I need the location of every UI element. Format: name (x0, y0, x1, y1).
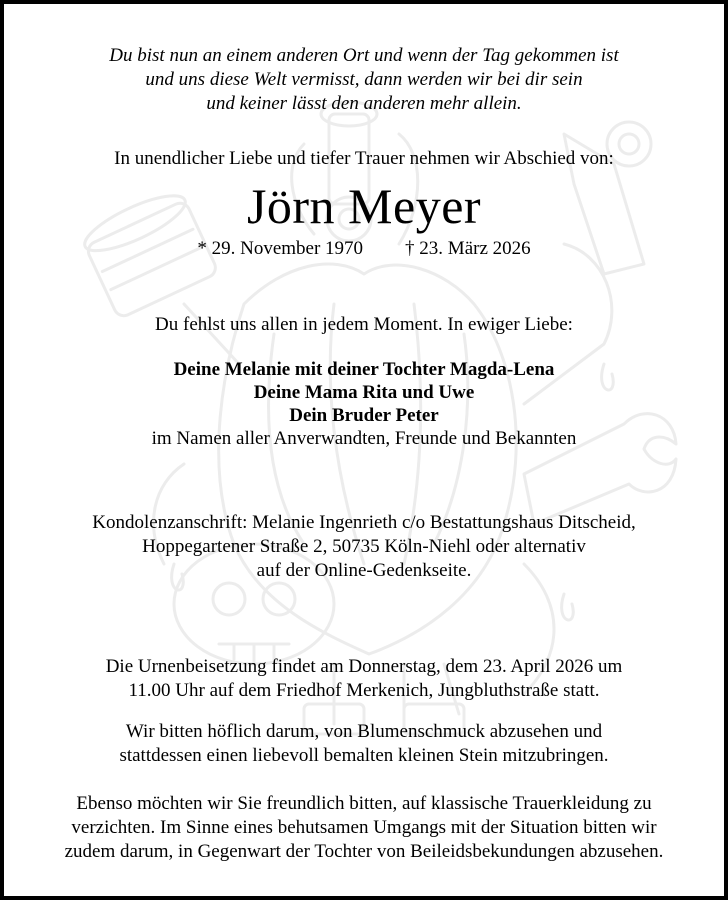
poem-line: und uns diese Welt vermisst, dann werden wir bei dir sein (145, 69, 583, 90)
family-others: im Namen aller Anverwandten, Freunde und Bekannten (151, 428, 577, 449)
deceased-name: Jörn Meyer (246, 178, 482, 234)
burial-line: 11.00 Uhr auf dem Friedhof Merkenich, Jungbluthstraße statt. (128, 680, 600, 701)
dress-line: zudem darum, in Gegenwart der Tochter von Beileidsbekundungen abzusehen. (64, 841, 664, 862)
family-signature (4, 358, 724, 450)
birth-date: * 29. November 1970 (197, 238, 364, 259)
burial-line: Die Urnenbeisetzung findet am Donnerstag, dem 23. April 2026 um (105, 656, 623, 677)
condolence-address (4, 511, 724, 583)
dress-code-request (4, 792, 724, 864)
poem-line: und keiner lässt den anderen mehr allein. (206, 93, 522, 114)
death-date: † 23. März 2026 (405, 238, 531, 259)
flowers-line: stattdessen einen liebevoll bemalten kleinen Stein mitzubringen. (119, 745, 609, 766)
dress-line: Ebenso möchten wir Sie freundlich bitten, auf klassische Trauerkleidung zu (76, 793, 652, 814)
flowers-request (4, 720, 724, 768)
burial-info (4, 655, 724, 703)
miss-text: Du fehlst uns allen in jedem Moment. In ewiger Liebe: (155, 314, 573, 335)
family-member: Dein Bruder Peter (289, 405, 439, 426)
address-line: Hoppegartener Straße 2, 50735 Köln-Niehl oder alternativ (142, 536, 586, 557)
family-member: Deine Mama Rita und Uwe (253, 382, 475, 403)
intro-text: In unendlicher Liebe und tiefer Trauer nehmen wir Abschied von: (114, 148, 614, 169)
dress-line: verzichten. Im Sinne eines behutsamen Umgangs mit der Situation bitten wir (71, 817, 657, 838)
poem (4, 44, 724, 116)
address-line: Kondolenzanschrift: Melanie Ingenrieth c/o Bestattungshaus Ditscheid, (92, 512, 636, 533)
poem-line: Du bist nun an einem anderen Ort und wenn der Tag gekommen ist (109, 45, 619, 66)
flowers-line: Wir bitten höflich darum, von Blumenschmuck abzusehen und (125, 721, 603, 742)
life-dates (4, 237, 724, 261)
family-member: Deine Melanie mit deiner Tochter Magda-Lena (173, 359, 555, 380)
address-line: auf der Online-Gedenkseite. (256, 560, 472, 581)
